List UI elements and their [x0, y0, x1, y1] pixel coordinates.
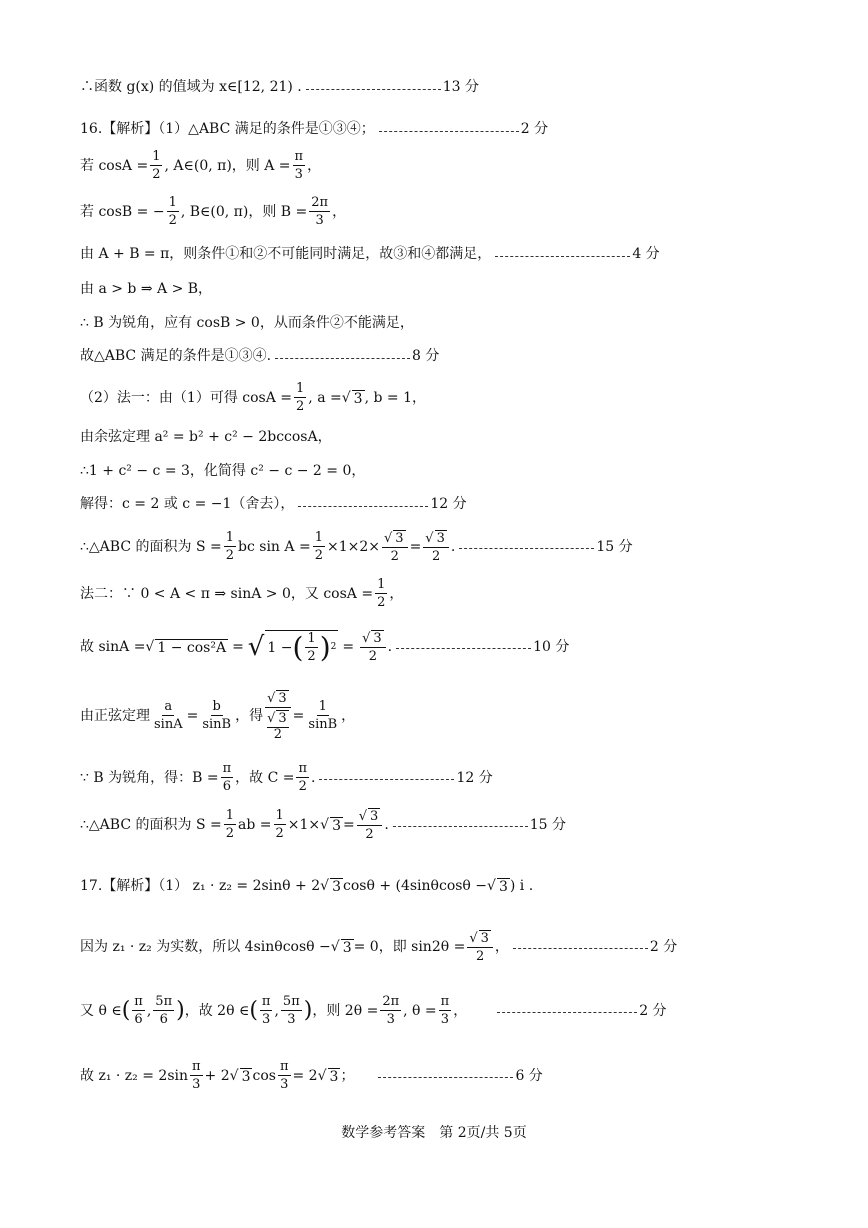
dotted-leader — [459, 548, 594, 549]
fraction: $\frac{\pi}{3}$ — [294, 149, 304, 182]
fraction: $\frac{\pi}{6}$ — [134, 994, 143, 1027]
line-method2-start: 法二：∵ 0 < A < π ⇒ sinA > 0，又 cosA = $\frac{1}{2}$ ， — [80, 577, 404, 610]
line-part2-method1: （2）法一：由（1）可得 cosA = $\frac{1}{2}$ , a = √ 3 , b = 1， — [80, 382, 426, 413]
line-conditions: 由 A + B = π，则条件①和②不可能同时满足，故③和④都满足， 4 分 — [80, 246, 660, 262]
line-real-condition: 因为 z₁ · z₂ 为实数，所以 4sinθcosθ − √ 3 = 0，即 sin2θ = √ $\frac{3}{2}$ ， 2 分 — [80, 930, 677, 963]
fraction: $\frac{a}{\sin A}$ — [154, 699, 183, 732]
line-B-acute: ∴ B 为锐角，应有 cosB > 0，从而条件②不能满足， — [80, 315, 414, 331]
fraction: $\frac{1}{2}$ — [152, 149, 161, 182]
fraction: $\frac{1}{2}$ — [377, 577, 386, 610]
dotted-leader — [513, 948, 648, 949]
q17-part1-header: 17.【解析】（1） z₁ · z₂ = 2sinθ + 2 √ 3 cosθ + (4sinθcosθ − √ 3 ) i . — [80, 878, 533, 894]
dotted-leader — [495, 256, 630, 257]
fraction: √ $\frac{3}{2}$ — [423, 530, 449, 563]
line-B-value: ∵ B 为锐角，得：B = $\frac{\pi}{6}$ ，故 C = $\frac{\pi}{2}$ . 12 分 — [80, 761, 493, 794]
dotted-leader — [497, 1012, 637, 1013]
fraction: $\frac{\pi}{2}$ — [298, 761, 308, 794]
fraction: $\frac{b}{\sin B}$ — [202, 699, 232, 732]
fraction: $\frac{1}{2}$ — [296, 381, 305, 414]
dotted-leader — [378, 1077, 513, 1078]
fraction: √ $\frac{3}{2}$ — [382, 530, 408, 563]
page-footer: 数学参考答案 第 2页/共 5页 — [341, 1125, 527, 1141]
fraction: $\frac{\pi}{3}$ — [192, 1059, 201, 1092]
fraction: $\frac{5\pi}{6}$ — [155, 994, 173, 1027]
sqrt-symbol — [342, 391, 351, 405]
line-product-value: 故 z₁ · z₂ = 2sin $\frac{\pi}{3}$ + 2 √ 3 cos $\frac{\pi}{3}$ = 2 √ 3 ； 6 分 — [80, 1060, 543, 1091]
line-sinA: 故 sinA = √ 1 − cos²A = √ 1 − ( $\frac{1}{2}$ ) 2 = √ $\frac{3}{2}$ . 10 分 — [80, 630, 569, 663]
line-conclusion-part1: 故△ABC 满足的条件是①③④. 8 分 — [80, 348, 440, 364]
fraction: √ $\frac{3}{2}$ — [360, 630, 386, 663]
fraction: $\frac{1}{2}$ — [225, 530, 234, 563]
dotted-leader — [393, 826, 528, 827]
dotted-leader — [319, 779, 454, 780]
line-simplify: ∴1 + c² − c = 3，化简得 c² − c − 2 = 0， — [80, 463, 366, 479]
line-area-method1: ∴△ABC 的面积为 S = $\frac{1}{2}$ bc sin A = $\frac{1}{2}$ ×1×2× √ $\frac{3}{2}$ = √ $\frac{3}{2}$ . 15 分 — [80, 530, 633, 563]
line-law-of-cosines: 由余弦定理 a² = b² + c² − 2bccosA， — [80, 429, 332, 445]
fraction: $\frac{1}{2}$ — [168, 195, 177, 228]
dotted-leader — [379, 131, 519, 132]
line-cosB: 若 cosB = − $\frac{1}{2}$ , B∈(0, π)，则 B = $\frac{2\pi}{3}$ ， — [80, 195, 347, 228]
line-theta-range: 又 θ ∈ ( $\frac{\pi}{6}$ , $\frac{5\pi}{6}$ ) ，故 2θ ∈ ( $\frac{\pi}{3}$ , $\frac{5\pi}{3}$ ) ，则 2θ = $\frac{2\pi}{3}$ , θ = $\frac{\pi}{3}$ ， 2 分 — [80, 994, 667, 1027]
dotted-leader — [275, 358, 410, 359]
line-area-method2: ∴△ABC 的面积为 S = $\frac{1}{2}$ ab = $\frac{1}{2}$ ×1× √ 3 = √ $\frac{3}{2}$ . 15 分 — [80, 808, 566, 841]
fraction: $\frac{1}{\sin B}$ — [308, 699, 338, 732]
dotted-leader — [298, 506, 428, 507]
fraction: $\frac{\pi}{3}$ — [261, 994, 271, 1027]
fraction: √ $\frac{3}{2}$ — [467, 930, 493, 963]
fraction: $\frac{1}{2}$ — [225, 808, 234, 841]
line-cosA: 若 cosA = $\frac{1}{2}$ , A∈(0, π)，则 A = $\frac{\pi}{3}$ ， — [80, 149, 322, 182]
fraction: $\frac{2\pi}{3}$ — [382, 994, 400, 1027]
fraction: √ $\frac{3}{2}$ — [357, 808, 383, 841]
dotted-leader — [396, 648, 531, 649]
line-law-of-sines: 由正弦定理 $\frac{a}{\sin A}$ = $\frac{b}{\sin B}$ ，得 √ 3 √ 3 2 = $\frac{1}{\sin B}$ ， — [80, 690, 355, 741]
dotted-leader — [306, 89, 441, 90]
fraction: $\frac{\pi}{3}$ — [279, 1059, 289, 1092]
line-solve-c: 解得：c = 2 或 c = −1（舍去）， 12 分 — [80, 496, 467, 512]
fraction: $\frac{\pi}{6}$ — [222, 761, 232, 794]
q16-part1-header: 16.【解析】（1） △ABC 满足的条件是①③④； 2 分 — [80, 121, 549, 137]
compound-fraction: √ 3 √ 3 2 — [265, 690, 291, 741]
fraction: $\frac{1}{2}$ — [314, 530, 323, 563]
fraction: $\frac{\pi}{3}$ — [440, 994, 450, 1027]
fraction: $\frac{2\pi}{3}$ — [311, 195, 329, 228]
line-range-of-g: ∴函数 g(x) 的值域为 x∈[12, 21) . 13 分 — [80, 79, 480, 95]
fraction: $\frac{1}{2}$ — [275, 808, 284, 841]
fraction: $\frac{5\pi}{3}$ — [282, 994, 300, 1027]
line-a-gt-b: 由 a > b ⇒ A > B， — [80, 281, 213, 297]
